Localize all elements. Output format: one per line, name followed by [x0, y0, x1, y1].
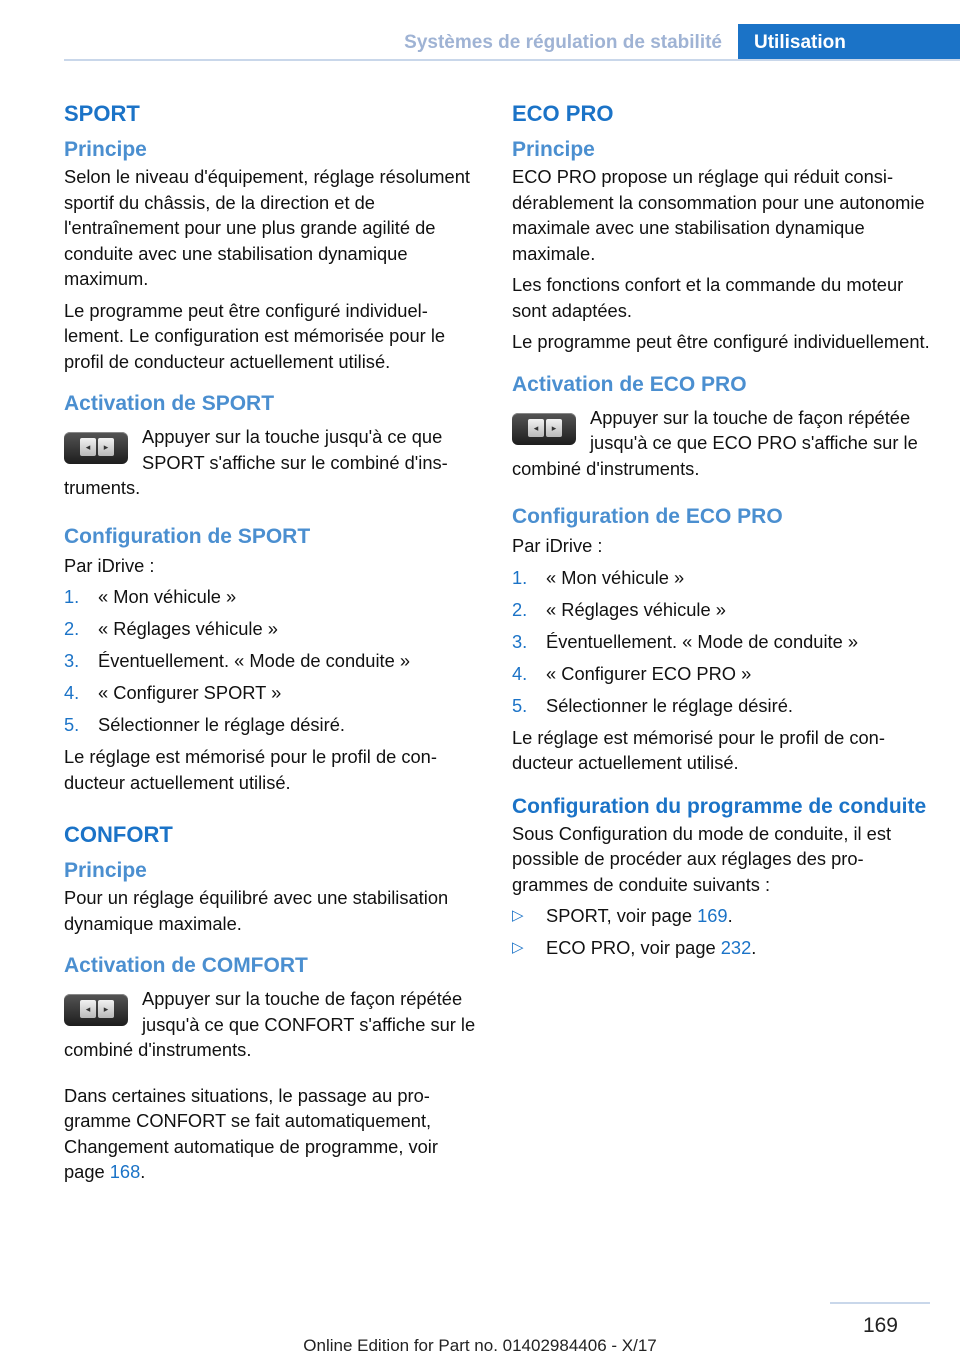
page-number: 169: [862, 1314, 898, 1337]
drive-config-text: Sous Configuration du mode de conduite, il est possible de procéder aux réglages des programmes de conduite suivants :: [512, 822, 892, 895]
list-item: 3. Éventuellement. « Mode de conduite »: [64, 650, 411, 671]
right-arrow-icon: ▸: [546, 419, 562, 437]
driving-mode-button-icon: [512, 413, 576, 445]
left-column: [64, 100, 476, 1191]
page-link-168[interactable]: 168: [109, 1161, 141, 1182]
list-item: 1. « Mon véhicule »: [64, 586, 237, 607]
eco-activation-heading: Activation de ECO PRO: [512, 372, 747, 396]
sport-heading: SPORT: [64, 101, 140, 126]
sport-principe-text-2: Le programme peut être configuré individuellement. Le configuration est mémorisée pour le profil de conducteur actuellement utilisé.: [64, 299, 446, 372]
left-arrow-icon: ◂: [528, 419, 544, 437]
list-item: 1. « Mon véhicule »: [512, 566, 685, 588]
list-item: 5. Sélectionner le réglage désiré.: [512, 694, 793, 716]
right-arrow-icon: ▸: [98, 1000, 114, 1018]
sport-config-note: Le réglage est mémorisé pour le profil de conducteur actuellement utilisé.: [64, 746, 437, 793]
sport-activation-text: Appuyer sur la touche jusqu'à ce que SPORT s'affiche sur le combiné d'instruments.: [64, 426, 448, 498]
eco-config-note: Le réglage est mémorisé pour le profil de conducteur actuellement utilisé.: [512, 726, 885, 773]
eco-steps-list: [512, 565, 932, 719]
list-item: 3. Éventuellement. « Mode de conduite »: [512, 630, 859, 652]
header-chapter-tab: Utilisation: [738, 24, 960, 61]
page-link-169[interactable]: 169: [697, 905, 728, 926]
list-item: 4. « Configurer SPORT »: [64, 682, 282, 703]
confort-activation-heading: Activation de COMFORT: [64, 954, 308, 977]
eco-activation-block: [512, 405, 932, 482]
eco-config-heading: Configuration de ECO PRO: [512, 505, 783, 528]
confort-principe-text: Pour un réglage équilibré avec une stabilisation dynamique maximale.: [64, 887, 449, 934]
confort-activation-block: [64, 986, 476, 1063]
sport-principe-heading: Principe: [64, 138, 147, 161]
eco-principe-text-3: Le programme peut être configuré individuellement.: [512, 331, 930, 352]
triangle-bullet-icon: ▷: [512, 907, 524, 924]
triangle-bullet-icon: ▷: [512, 939, 524, 956]
sport-config-heading: Configuration de SPORT: [64, 524, 311, 548]
drive-config-heading: Configuration du programme de conduite: [512, 794, 927, 818]
sport-activation-block: [64, 424, 476, 501]
list-item: 4. « Configurer ECO PRO »: [512, 662, 752, 684]
driving-mode-button-icon: [64, 432, 128, 464]
eco-pro-heading: ECO PRO: [512, 101, 614, 126]
eco-principe-text-1: ECO PRO propose un réglage qui réduit considérablement la consommation pour une autonomie maximale avec une stabilisation dynamique maximale.: [512, 166, 925, 264]
confort-auto-text: Dans certaines situations, le passage au programme CONFORT se fait automatiquement, Changement automatique de programme, voir page 168.: [64, 1084, 438, 1182]
left-arrow-icon: ◂: [80, 1000, 96, 1018]
sport-steps-list: [64, 584, 476, 738]
header-rule: [64, 59, 960, 61]
left-arrow-icon: ◂: [80, 438, 96, 456]
eco-principe-heading: Principe: [512, 138, 595, 161]
list-item: 2. « Réglages véhicule »: [64, 618, 278, 639]
confort-activation-text: Appuyer sur la touche de façon répétée jusqu'à ce que CONFORT s'affiche sur le combiné d'instruments.: [64, 988, 476, 1060]
right-arrow-icon: ▸: [98, 438, 114, 456]
list-item: ▷ SPORT, voir page 169.: [512, 903, 932, 929]
page-number-rule: [830, 1302, 930, 1304]
list-item: ▷ ECO PRO, voir page 232.: [512, 935, 932, 961]
sport-par-idrive: Par iDrive :: [64, 554, 155, 576]
eco-activation-text: Appuyer sur la touche de façon répétée jusqu'à ce que ECO PRO s'affiche sur le combiné d'instruments.: [512, 406, 918, 479]
page-link-232[interactable]: 232: [720, 937, 752, 958]
page-header: [64, 24, 960, 61]
list-item: 5. Sélectionner le réglage désiré.: [64, 714, 345, 735]
footer-edition: Online Edition for Part no. 01402984406 - X/17: [303, 1336, 657, 1355]
sport-activation-heading: Activation de SPORT: [64, 392, 275, 415]
right-column: [512, 100, 932, 967]
drive-programs-list: [512, 903, 932, 961]
confort-principe-heading: Principe: [64, 859, 147, 882]
sport-principe-text-1: Selon le niveau d'équipement, réglage résolument sportif du châssis, de la direction et de l'entraînement pour une plus grande agilité de conduite avec une stabilisation dynamique maximum.: [64, 166, 470, 289]
eco-par-idrive: Par iDrive :: [512, 535, 603, 556]
eco-principe-text-2: Les fonctions confort et la commande du moteur sont adaptées.: [512, 274, 904, 321]
list-item: 2. « Réglages véhicule »: [512, 598, 726, 620]
confort-heading: CONFORT: [64, 822, 173, 847]
header-section-title: Systèmes de régulation de stabilité: [404, 32, 722, 53]
driving-mode-button-icon: [64, 994, 128, 1026]
